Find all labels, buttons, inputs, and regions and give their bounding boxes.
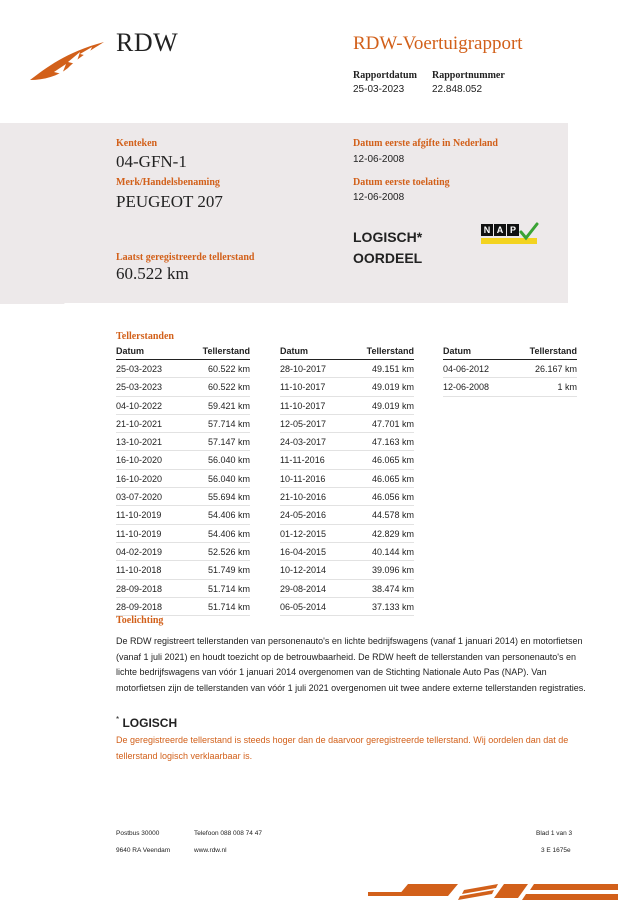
table-row <box>280 360 414 378</box>
rapportdatum-value: 25-03-2023 <box>353 84 405 95</box>
table-row <box>280 433 414 451</box>
row-datum: 06-05-2014 <box>280 601 327 612</box>
table-row <box>280 598 414 616</box>
table-row <box>116 360 250 378</box>
footer-blad: Blad 1 van 3 <box>536 830 573 837</box>
table-row <box>280 451 414 469</box>
table-row <box>280 506 414 524</box>
row-datum: 10-12-2014 <box>280 565 327 576</box>
row-tellerstand: 49.019 km <box>371 382 414 393</box>
table-row <box>280 488 414 506</box>
row-tellerstand: 26.167 km <box>534 364 577 374</box>
row-datum: 04-06-2012 <box>443 364 490 374</box>
row-tellerstand: 42.829 km <box>371 528 414 539</box>
table-row <box>116 543 250 561</box>
verdict <box>353 227 422 269</box>
merk-label: Merk/Handelsbenaming <box>116 177 220 188</box>
table-row <box>116 525 250 543</box>
footer-plaats: 9640 RA Veendam <box>116 847 171 854</box>
table-row <box>116 397 250 415</box>
tellerstanden-title: Tellerstanden <box>116 331 174 342</box>
row-datum: 11-10-2019 <box>116 528 162 539</box>
row-datum: 16-10-2020 <box>116 455 163 466</box>
row-tellerstand: 46.065 km <box>371 455 414 466</box>
verdict-line2: OORDEEL <box>353 250 423 266</box>
footer-code: 3 E 1675e <box>541 847 571 854</box>
row-datum: 03-07-2020 <box>116 492 163 503</box>
row-datum: 25-03-2023 <box>116 364 163 374</box>
toelating-label: Datum eerste toelating <box>353 177 450 188</box>
vehicle-panel <box>0 123 568 303</box>
nap-logo <box>481 222 539 246</box>
brand-name: RDW <box>116 28 179 57</box>
col-tellerstand: Tellerstand <box>366 346 414 356</box>
rdw-logo-icon <box>28 38 106 82</box>
row-tellerstand: 46.056 km <box>371 492 414 503</box>
table-row <box>116 378 250 396</box>
table-row <box>116 561 250 579</box>
table-row <box>280 561 414 579</box>
row-datum: 01-12-2015 <box>280 528 327 539</box>
row-tellerstand: 55.694 km <box>207 492 250 503</box>
footer-website[interactable]: www.rdw.nl <box>194 847 227 854</box>
row-datum: 16-04-2015 <box>280 546 327 557</box>
merk-value: PEUGEOT 207 <box>116 192 223 211</box>
row-datum: 28-09-2018 <box>116 583 163 594</box>
nap-letter-n: N <box>481 224 493 236</box>
row-datum: 12-05-2017 <box>280 418 327 429</box>
logisch-text: De geregistreerde tellerstand is steeds hoger dan de daarvoor geregistreerde tellerstand. Wij oordelen dan dat de tellerstand logisch verklaarbaar is. <box>116 735 569 761</box>
row-tellerstand: 47.163 km <box>371 437 414 448</box>
row-datum: 29-08-2014 <box>280 583 327 594</box>
row-datum: 28-10-2017 <box>280 364 327 374</box>
table-row <box>280 378 414 396</box>
table-row <box>280 543 414 561</box>
row-tellerstand: 57.147 km <box>207 437 250 448</box>
row-tellerstand: 49.019 km <box>371 400 414 411</box>
row-tellerstand: 47.701 km <box>371 418 414 429</box>
row-tellerstand: 49.151 km <box>371 364 414 374</box>
logisch-star: * <box>116 715 120 724</box>
checkmark-icon <box>519 222 539 242</box>
tellerstand-label: Laatst geregistreerde tellerstand <box>116 252 255 263</box>
logisch-title: LOGISCH <box>122 716 178 730</box>
row-tellerstand: 59.421 km <box>207 400 250 411</box>
kenteken-value: 04-GFN-1 <box>116 152 187 171</box>
afgifte-value: 12-06-2008 <box>353 154 405 165</box>
row-datum: 11-10-2019 <box>116 510 162 521</box>
table-row <box>280 397 414 415</box>
row-datum: 24-03-2017 <box>280 437 327 448</box>
table-row <box>280 580 414 598</box>
verdict-line1: LOGISCH* <box>353 229 423 245</box>
logisch-heading <box>116 715 177 730</box>
table-row <box>116 433 250 451</box>
row-tellerstand: 57.714 km <box>207 418 250 429</box>
col-tellerstand: Tellerstand <box>202 346 250 356</box>
row-datum: 11-10-2017 <box>280 400 326 411</box>
table-header <box>280 346 414 360</box>
table-row <box>280 415 414 433</box>
table-row <box>116 470 250 488</box>
row-tellerstand: 37.133 km <box>371 601 414 612</box>
row-tellerstand: 60.522 km <box>207 382 250 393</box>
row-tellerstand: 56.040 km <box>207 473 250 484</box>
report-title: RDW-Voertuigrapport <box>353 33 523 54</box>
row-tellerstand: 52.526 km <box>207 546 250 557</box>
toelichting-title: Toelichting <box>116 615 164 626</box>
row-tellerstand: 44.578 km <box>371 510 414 521</box>
row-datum: 21-10-2021 <box>116 418 163 429</box>
decorative-stripes <box>368 880 618 902</box>
row-datum: 13-10-2021 <box>116 437 163 448</box>
row-tellerstand: 56.040 km <box>207 455 250 466</box>
row-tellerstand: 39.096 km <box>371 565 414 576</box>
row-tellerstand: 40.144 km <box>371 546 414 557</box>
table-row <box>116 415 250 433</box>
rapportdatum-label: Rapportdatum <box>353 70 417 81</box>
row-tellerstand: 51.714 km <box>207 601 250 612</box>
nap-letter-a: A <box>494 224 506 236</box>
row-datum: 21-10-2016 <box>280 492 327 503</box>
row-tellerstand: 38.474 km <box>371 583 414 594</box>
table-row <box>116 451 250 469</box>
col-tellerstand: Tellerstand <box>529 346 577 356</box>
row-tellerstand: 54.406 km <box>207 528 250 539</box>
row-datum: 11-10-2018 <box>116 565 162 576</box>
kenteken-label: Kenteken <box>116 138 158 149</box>
row-datum: 11-11-2016 <box>280 455 325 466</box>
row-tellerstand: 1 km <box>557 382 577 393</box>
tellerstanden-table-2 <box>280 346 414 616</box>
panel-corner <box>0 292 80 308</box>
tellerstanden-table-1 <box>116 346 250 616</box>
row-tellerstand: 51.714 km <box>207 583 250 594</box>
row-tellerstand: 46.065 km <box>371 473 414 484</box>
row-datum: 12-06-2008 <box>443 382 490 393</box>
col-datum: Datum <box>116 346 145 356</box>
table-row <box>116 580 250 598</box>
col-datum: Datum <box>280 346 309 356</box>
footer-postbus: Postbus 30000 <box>116 830 160 837</box>
row-datum: 10-11-2016 <box>280 473 326 484</box>
table-row <box>116 506 250 524</box>
row-datum: 28-09-2018 <box>116 601 163 612</box>
rapportnummer-value: 22.848.052 <box>432 84 483 95</box>
tellerstanden-table-3 <box>443 346 577 397</box>
row-datum: 11-10-2017 <box>280 382 326 393</box>
row-tellerstand: 51.749 km <box>207 565 250 576</box>
table-row <box>280 470 414 488</box>
rapportnummer-label: Rapportnummer <box>432 70 505 81</box>
row-datum: 25-03-2023 <box>116 382 163 393</box>
footer-telefoon: Telefoon 088 008 74 47 <box>194 830 262 837</box>
table-header <box>116 346 250 360</box>
row-tellerstand: 54.406 km <box>207 510 250 521</box>
table-row <box>443 360 577 378</box>
toelating-value: 12-06-2008 <box>353 192 405 203</box>
table-row <box>116 598 250 616</box>
row-tellerstand: 60.522 km <box>207 364 250 374</box>
nap-letter-p: P <box>507 224 519 236</box>
row-datum: 04-02-2019 <box>116 546 163 557</box>
toelichting-text: De RDW registreert tellerstanden van personenauto's en lichte bedrijfswagens (vanaf 1 januari 2014) en motorfietsen (vanaf 1 juli 2021) en houdt toezicht op de betrouwbaarheid. De RDW heeft de tellerstanden van personenauto's en lichte bedrijfswagens van vóór 1 januari 2014 overgenomen van de Stichting Nationale Auto Pas (NAP). Van motorfietsen zijn de tellerstanden van vóór 1 juli 2021 overgenomen uit twee andere externe tellerstanden registraties. <box>116 636 586 693</box>
table-header <box>443 346 577 360</box>
table-row <box>280 525 414 543</box>
col-datum: Datum <box>443 346 472 356</box>
row-datum: 24-05-2016 <box>280 510 327 521</box>
row-datum: 04-10-2022 <box>116 400 163 411</box>
table-row <box>443 378 577 396</box>
table-row <box>116 488 250 506</box>
row-datum: 16-10-2020 <box>116 473 163 484</box>
afgifte-label: Datum eerste afgifte in Nederland <box>353 138 498 149</box>
tellerstand-value: 60.522 km <box>116 264 189 283</box>
